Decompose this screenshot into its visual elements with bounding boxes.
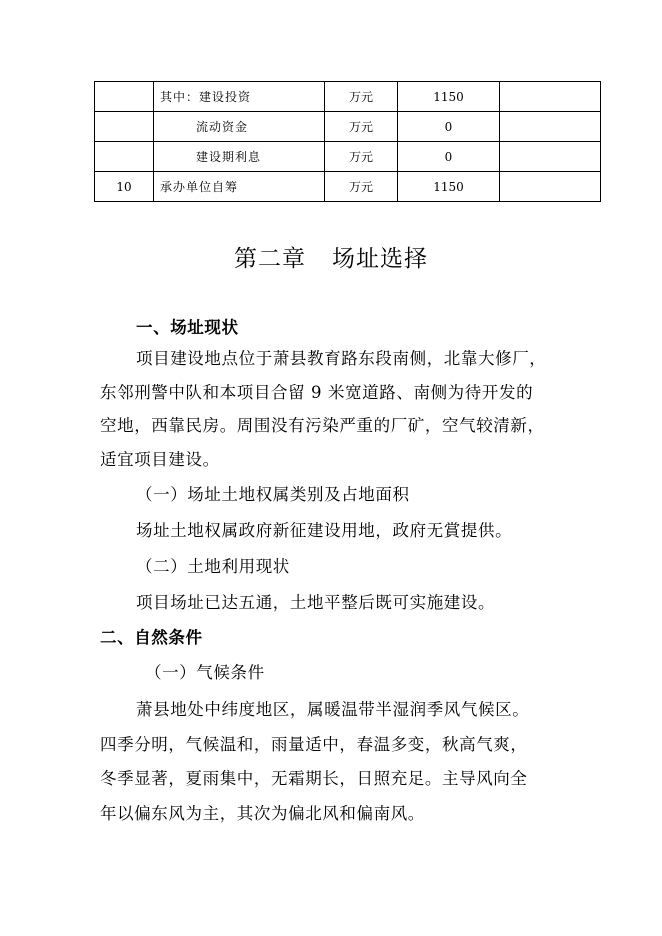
row-value: 0: [398, 112, 500, 142]
row-unit: 万元: [325, 112, 398, 142]
paragraph-line: 场址土地权属政府新征建设用地，政府无賞提供。: [136, 521, 513, 540]
paragraph-line: 东邻刑警中队和本项目合留 9 米宽道路、南侧为待开发的: [100, 383, 534, 402]
row-value: 1150: [398, 172, 500, 202]
row-item: 流动资金: [154, 112, 325, 142]
table-row: [95, 142, 601, 172]
table-row: [95, 172, 601, 202]
row-note: [500, 82, 601, 112]
paragraph-line: 项目建设地点位于萧县教育路东段南侧，北靠大修厂，: [136, 349, 547, 368]
row-value: 0: [398, 142, 500, 172]
row-note: [500, 172, 601, 202]
subsection-heading: （一）气候条件: [145, 663, 265, 682]
subsection-heading: （一）场址土地权属类别及占地面积: [136, 485, 410, 504]
chapter-number: 第二章: [234, 246, 306, 272]
table-row: [95, 112, 601, 142]
chapter-title: [0, 240, 662, 273]
row-number: [95, 82, 154, 112]
chapter-name: 场址选择: [332, 246, 428, 272]
paragraph-line: 空地，西靠民房。周围没有污染严重的厂矿，空气较清新，: [100, 416, 545, 435]
paragraph-line: 萧县地处中纬度地区，属暖温带半湿润季风气候区。: [136, 700, 530, 719]
row-item: 承办单位自筹: [154, 172, 325, 202]
row-number: [95, 112, 154, 142]
row-item: 建设期利息: [154, 142, 325, 172]
row-note: [500, 142, 601, 172]
paragraph-line: 四季分明，气候温和，雨量适中，春温多变，秋高气爽，: [100, 735, 528, 754]
paragraph-line: 年以偏东风为主，其次为偏北风和偏南风。: [100, 804, 425, 823]
paragraph-line: 项目场址已达五通，土地平整后既可实施建设。: [136, 593, 496, 612]
section-heading: 二、自然条件: [100, 628, 203, 647]
paragraph-line: 冬季显著，夏雨集中，无霜期长，日照充足。主导风向全: [100, 769, 528, 788]
row-number: 10: [95, 172, 154, 202]
row-note: [500, 112, 601, 142]
row-unit: 万元: [325, 172, 398, 202]
paragraph-line: 适宜项目建设。: [100, 450, 220, 469]
investment-table: [94, 81, 601, 202]
table-row: [95, 82, 601, 112]
section-heading: 一、场址现状: [136, 318, 239, 337]
subsection-heading: （二）土地利用现状: [136, 557, 290, 576]
row-number: [95, 142, 154, 172]
row-item: 其中：建设投资: [154, 82, 325, 112]
row-value: 1150: [398, 82, 500, 112]
row-unit: 万元: [325, 142, 398, 172]
row-unit: 万元: [325, 82, 398, 112]
